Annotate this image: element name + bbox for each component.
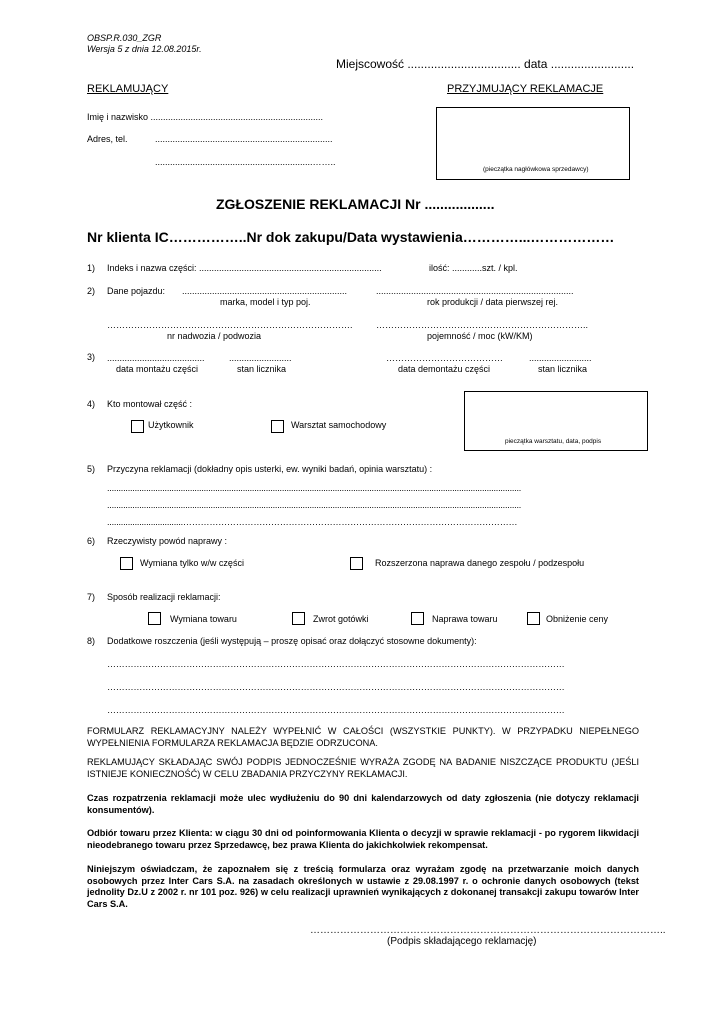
additional-claims-label: Dodatkowe roszczenia (jeśli występują – proszę opisać oraz dołączyć stosowne dokumenty): [107,636,477,646]
item-6-number: 6) [87,536,96,546]
checkbox-workshop[interactable] [271,420,284,433]
realization-label: Sposób realizacji reklamacji: [107,592,221,602]
workshop-stamp-caption: pieczątka warsztatu, data, podpis [505,438,602,445]
note-destructive-testing: REKLAMUJĄCY SKŁADAJĄC SWÓJ PODPIS JEDNOCZEŚNIE WYRAŻA ZGODĘ NA BADANIE NISZCZĄCE PRODUKTU (JEŚLI ISTNIEJE KONIECZNOŚĆ) W CELU ZBADANIA PRZYCZYNY REKLAMACJI. [87,757,639,779]
engine-capacity-field[interactable]: …………………………………………………………….. [376,320,589,330]
checkbox-exchange[interactable] [148,612,161,625]
note-processing-time: Czas rozpatrzenia reklamacji może ulec wydłużeniu do 90 dni kalendarzowych od daty zgłoszenia (nie dotyczy reklamacji konsumentów). [87,793,639,815]
exchange-label: Wymiana towaru [170,614,237,624]
repair-label: Naprawa towaru [432,614,498,624]
make-model-field[interactable]: .................................................................. [182,286,348,296]
replace-part-label: Wymiana tylko w/w części [140,558,244,568]
complaint-reason-line-1[interactable]: .................................................................................................................................................................................... [107,483,522,493]
removal-date-caption: data demontażu części [398,364,491,374]
production-year-caption: rok produkcji / data pierwszej rej. [427,297,559,307]
item-1-number: 1) [87,263,96,273]
item-2-number: 2) [87,286,96,296]
user-option-label: Użytkownik [148,420,194,430]
signature-field[interactable]: …………………………………………………………………………………………….. [310,925,666,936]
seller-stamp-box [436,107,630,180]
install-mileage-caption: stan licznika [237,364,287,374]
checkbox-price-reduction[interactable] [527,612,540,625]
install-date-caption: data montażu części [116,364,199,374]
vin-field[interactable]: ………………………………………………………………………. [107,320,353,330]
removal-date-field[interactable]: ………………………………… [386,353,503,363]
claimant-heading: REKLAMUJĄCY [87,83,169,95]
removal-mileage-field[interactable]: ......................... [529,353,592,363]
receiver-heading: PRZYJMUJĄCY REKLAMACJE [447,83,604,95]
item-3-number: 3) [87,352,96,362]
name-field[interactable]: Imię i nazwisko ..................................................................... [87,112,324,122]
item-4-number: 4) [87,399,96,409]
removal-mileage-caption: stan licznika [538,364,588,374]
vehicle-data-label: Dane pojazdu: [107,286,166,296]
install-mileage-field[interactable]: ......................... [229,353,292,363]
signature-caption: (Podpis składającego reklamację) [387,936,537,947]
complaint-reason-line-3[interactable]: .................................…………………………………………………………………………………………………… [107,517,518,527]
form-title: ZGŁOSZENIE REKLAMACJI Nr .................. [216,196,495,212]
additional-claims-line-3[interactable]: ………………………………………………………………………………………………………………………………………… [107,705,565,715]
extended-repair-label: Rozszerzona naprawa danego zespołu / podzespołu [375,558,585,568]
checkbox-repair[interactable] [411,612,424,625]
address-field[interactable]: ....................................................................... [155,134,333,144]
cash-refund-label: Zwrot gotówki [313,614,369,624]
part-index-field[interactable]: Indeks i nazwa części: ......................................................................... [107,263,382,273]
workshop-stamp-box [464,391,648,451]
workshop-option-label: Warsztat samochodowy [291,420,387,430]
item-5-number: 5) [87,464,96,474]
install-date-field[interactable]: ....................................... [107,353,205,363]
checkbox-extended-repair[interactable] [350,557,363,570]
additional-claims-line-1[interactable]: ………………………………………………………………………………………………………………………………………… [107,659,565,669]
checkbox-replace-part[interactable] [120,557,133,570]
checkbox-user[interactable] [131,420,144,433]
quantity-field[interactable]: ilość: ............szt. / kpl. [429,263,518,273]
form-subtitle: Nr klienta IC……………..Nr dok zakupu/Data wystawienia…………...……………… [87,229,615,245]
item-8-number: 8) [87,636,96,646]
price-reduction-label: Obniżenie ceny [546,614,609,624]
installer-label: Kto montował część : [107,399,193,409]
checkbox-cash-refund[interactable] [292,612,305,625]
vin-caption: nr nadwozia / podwozia [167,331,262,341]
repair-reason-label: Rzeczywisty powód naprawy : [107,536,228,546]
form-code: OBSP.R.030_ZGR [87,33,162,43]
item-7-number: 7) [87,592,96,602]
form-version: Wersja 5 z dnia 12.08.2015r. [87,44,202,54]
additional-claims-line-2[interactable]: ………………………………………………………………………………………………………………………………………… [107,682,565,692]
production-year-field[interactable]: ............................................................................... [376,286,574,296]
note-pickup: Odbiór towaru przez Klienta: w ciągu 30 dni od poinformowania Klienta o decyzji w sprawie reklamacji - po rygorem likwidacji nieodebranego towaru przez Sprzedawcę, bez prawa Klienta do jakichkolwiek rekompensat. [87,828,639,850]
note-data-consent: Niniejszym oświadczam, że zapoznałem się z treścią formularza oraz wyrażam zgodę na przetwarzanie moich danych osobowych przez Inter Cars S.A. na zasadach określonych w ustawie z 29.08.1997 r. o ochronie danych osobowych (tekst jednolity Dz.U z 2002 r. nr 101 poz. 926) w celu realizacji uprawnień wynikających z dokonanej transakcji zakupu towarów Inter Cars S.A. [87,864,639,909]
address-field-2[interactable]: ...............................................................…….. [155,157,336,167]
complaint-reason-line-2[interactable]: .................................................................................................................................................................................... [107,500,522,510]
place-date-field[interactable]: Miejscowość .................................. data ......................... [336,57,635,71]
make-model-caption: marka, model i typ poj. [220,297,311,307]
seller-stamp-caption: (pieczątka nagłówkowa sprzedawcy) [483,166,589,173]
note-completeness: FORMULARZ REKLAMACYJNY NALEŻY WYPEŁNIĆ W CAŁOŚCI (WSZYSTKIE PUNKTY). W PRZYPADKU NIEPEŁNEGO WYPEŁNIENIA FORMULARZA REKLAMACJA BĘDZIE ODRZUCONA. [87,726,639,748]
address-label: Adres, tel. [87,134,128,144]
engine-capacity-caption: pojemność / moc (kW/KM) [427,331,533,341]
complaint-reason-label: Przyczyna reklamacji (dokładny opis usterki, ew. wyniki badań, opinia warsztatu) : [107,464,433,474]
